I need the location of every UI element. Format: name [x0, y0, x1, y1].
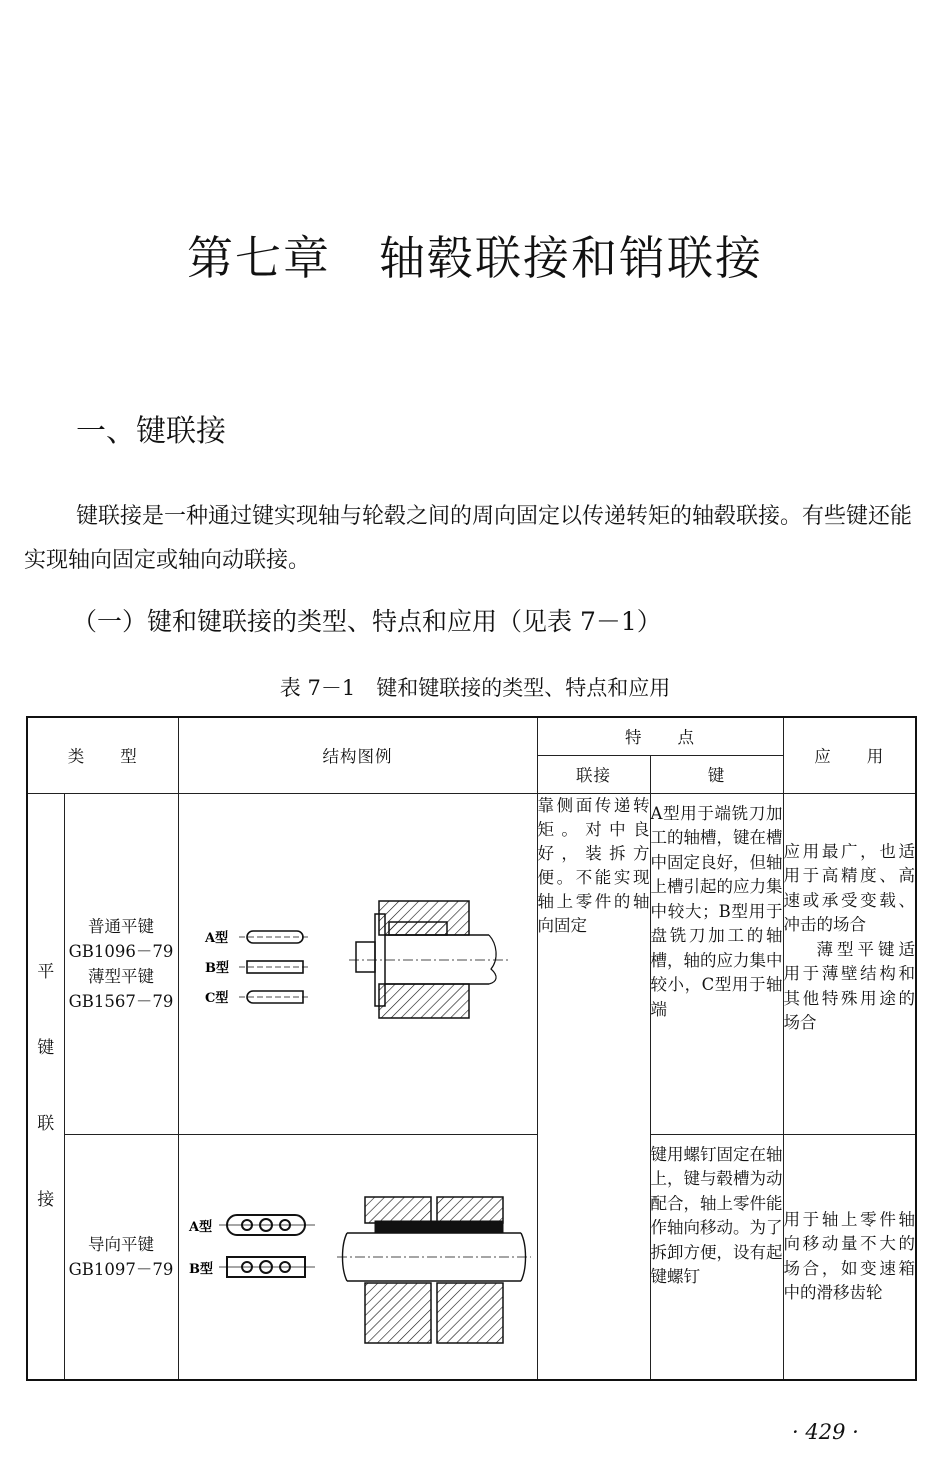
joint-feature: 靠侧面传递转矩。对中良好，装拆方便。不能实现轴上零件的轴向固定: [537, 793, 650, 1380]
fig-label-b: B型: [204, 960, 229, 976]
fig-label-c: C型: [204, 990, 228, 1006]
key-types-table: [26, 716, 917, 1381]
header-structure: 结构图例: [178, 717, 537, 793]
name-line: 导向平键: [88, 1234, 154, 1254]
group-char: 接: [37, 1190, 55, 1210]
guide-key-drawing: [179, 1135, 538, 1379]
row2-key-feature: 键用螺钉固定在轴上，键与毂槽为动配合，轴上零件能作轴向移动。为了拆卸方便，设有起键螺钉: [650, 1134, 783, 1380]
name-line: 普通平键: [88, 916, 154, 936]
name-line: 薄型平键: [88, 966, 154, 986]
row2-application: 用于轴上零件轴向移动量不大的场合，如变速箱中的滑移齿轮: [783, 1134, 916, 1380]
row2-figure: [178, 1134, 537, 1380]
row1-application: [783, 793, 916, 1134]
group-char: 联: [37, 1114, 55, 1134]
intro-paragraph: 键联接是一种通过键实现轴与轮毂之间的周向固定以传递转矩的轴毂联接。有些键还能实现轴向固定或轴向动联接。: [24, 504, 913, 573]
header-features: 特 点: [537, 717, 783, 755]
header-joint: 联接: [537, 755, 650, 793]
header-type: 类 型: [27, 717, 178, 793]
row1-figure: [178, 793, 537, 1134]
application-text-2: 薄型平键适用于薄壁结构和其他特殊用途的场合: [783, 939, 915, 1032]
name-line: GB1096－79: [68, 941, 174, 961]
group-char: 键: [37, 1038, 55, 1058]
fig-label-a: A型: [204, 930, 228, 946]
name-line: GB1097－79: [68, 1259, 174, 1279]
section-title: 一、键联接: [76, 414, 226, 449]
flat-key-drawing: [179, 794, 538, 1134]
chapter-title: 第七章 轴毂联接和销联接: [187, 231, 763, 285]
group-char: 平: [37, 962, 55, 982]
subsection-title: （一）键和键联接的类型、特点和应用（见表 7－1）: [72, 607, 662, 636]
row1-key-feature: A型用于端铣刀加工的轴槽，键在槽中固定良好，但轴上槽引起的应力集中较大；B型用于盘铣刀加工的轴槽，轴的应力集中较小，C型用于轴端: [650, 793, 783, 1134]
application-text: 应用最广，也适用于高精度、高速或承受变载、冲击的场合: [783, 841, 915, 934]
row2-name: [64, 1134, 178, 1380]
table-caption: 表 7－1 键和键联接的类型、特点和应用: [279, 676, 671, 700]
row1-name: [64, 793, 178, 1134]
header-key: 键: [650, 755, 783, 793]
hub-shaft-section: [349, 901, 509, 1018]
name-line: GB1567－79: [68, 991, 174, 1011]
fig-label-a: A型: [188, 1219, 212, 1235]
fig-label-b: B型: [188, 1261, 213, 1277]
group-label-flat-key-joint: [27, 793, 64, 1380]
header-application: 应 用: [783, 717, 916, 793]
page-number: · 429 ·: [792, 1420, 859, 1444]
gear-shaft-section: [337, 1197, 531, 1343]
